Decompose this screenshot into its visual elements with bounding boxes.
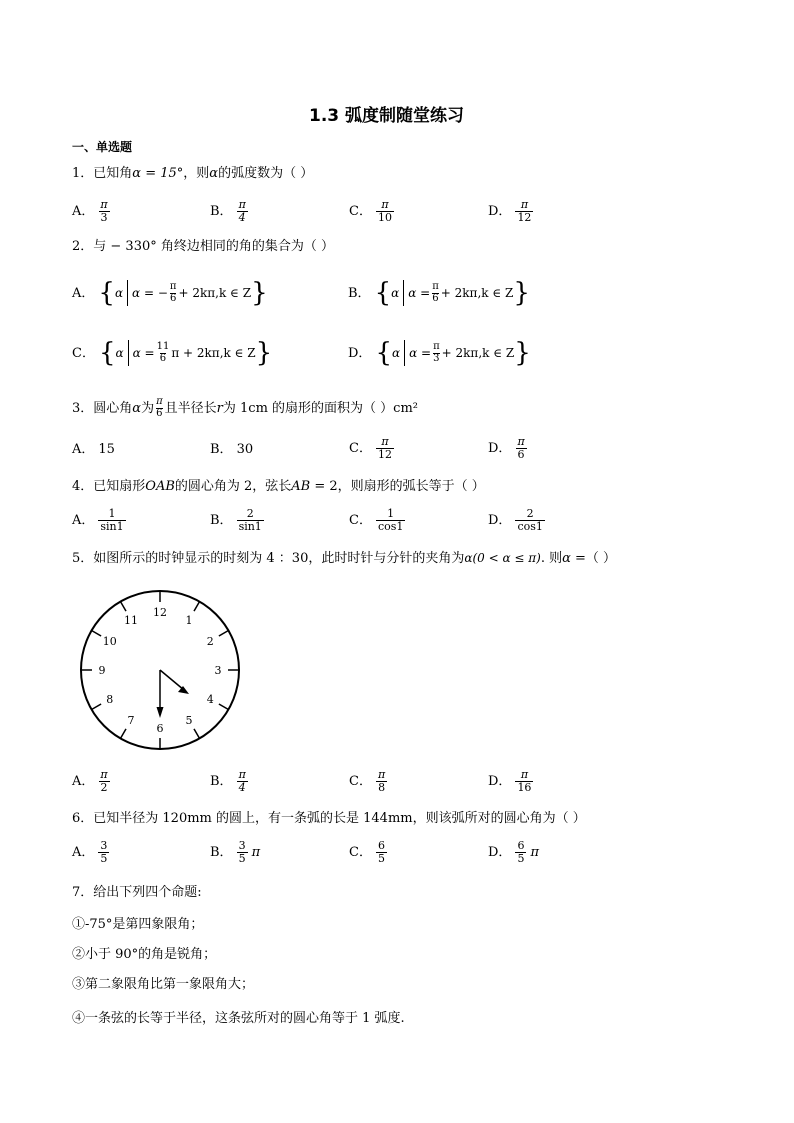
numerator: π: [377, 768, 386, 781]
set-var: α: [391, 346, 401, 360]
q4-ab: AB: [291, 479, 311, 494]
option-label: A．: [72, 203, 95, 219]
option-label: A．: [72, 844, 95, 860]
fraction: [98, 840, 109, 864]
option-label: B．: [210, 773, 233, 789]
fraction: [432, 282, 439, 304]
q4-option-d[interactable]: [488, 508, 545, 532]
denominator: 5: [100, 851, 108, 865]
option-value: 15: [98, 442, 115, 457]
denominator: 5: [238, 851, 246, 865]
set-var: α: [115, 346, 124, 360]
q6-option-b[interactable]: [210, 840, 260, 864]
expr-pre: α =: [408, 286, 431, 300]
numerator: 6: [517, 839, 525, 852]
q1-text-c: 的弧度数为（ ）: [218, 166, 314, 181]
fraction: [170, 282, 177, 304]
denominator: cos1: [377, 519, 404, 533]
numerator: π: [100, 768, 108, 781]
q5-alpha-eq: α =: [562, 551, 586, 566]
q1-text-b: ，则: [183, 166, 210, 181]
clock-number: 8: [106, 693, 114, 706]
clock-number: 3: [214, 664, 222, 677]
option-label: C．: [349, 773, 372, 789]
clock-number: 6: [156, 722, 164, 735]
q4-option-c[interactable]: [349, 508, 405, 532]
fraction: [98, 508, 125, 532]
q7-item-3: ③第二象限角比第一象限角大；: [72, 977, 255, 992]
fraction: [433, 342, 440, 364]
option-label: C．: [349, 512, 372, 528]
denominator: 4: [238, 210, 246, 224]
denominator: 4: [238, 780, 246, 794]
option-label: D．: [488, 203, 512, 219]
numerator: 2: [526, 507, 534, 520]
q5-option-a[interactable]: [72, 769, 110, 793]
clock-figure: [78, 588, 242, 752]
question-5-stem: [72, 552, 616, 565]
set-expression: { α α = $\frac{\pi}{6}$ + 2kπ,k ∈ Z }: [374, 278, 530, 308]
numerator: π: [381, 435, 389, 448]
set-var: α: [391, 286, 400, 300]
fraction: [98, 199, 109, 223]
fraction: [156, 397, 163, 419]
denominator: 16: [517, 780, 532, 794]
option-label: C．: [349, 440, 372, 456]
numerator: π: [381, 198, 389, 211]
option-label: D．: [488, 844, 512, 860]
denominator: 3: [100, 210, 108, 224]
question-6-stem: 6．已知半径为 120mm 的圆上，有一条弧的长是 144mm，则该弧所对的圆心角为（ ）: [72, 811, 586, 826]
question-7-stem: 7．给出下列四个命题:: [72, 885, 202, 900]
numerator: π: [517, 435, 525, 448]
option-label: C．: [349, 844, 372, 860]
option-suffix: π: [251, 844, 261, 860]
q5-text-a: 5．如图所示的时钟显示的时刻为 4 ：30，此时时针与分针的夹角为: [72, 551, 465, 566]
q3-option-d[interactable]: [488, 436, 527, 460]
clock-number: 11: [124, 613, 138, 627]
clock-number: 2: [206, 635, 214, 648]
option-label: D．: [348, 345, 372, 361]
set-var: α: [114, 286, 124, 300]
expr-pre: α =: [132, 346, 155, 360]
q4-text-b: 的圆心角为 2，弦长: [174, 479, 292, 494]
numerator: 1: [108, 507, 116, 520]
option-label: A．: [72, 773, 95, 789]
option-label: B．: [210, 844, 233, 860]
question-2-stem: 2．与 − 330° 角终边相同的角的集合为（ ）: [72, 239, 335, 254]
clock-number: 7: [127, 714, 135, 728]
q5-text-c: （ ）: [585, 551, 617, 566]
q3-text-d: 为 1cm 的扇形的面积为（ ）cm²: [222, 400, 418, 416]
q2-option-c[interactable]: [72, 340, 272, 366]
numerator: 3: [100, 839, 108, 852]
expr-post: + 2kπ,k ∈ Z: [441, 346, 515, 360]
numerator: π: [169, 281, 177, 292]
denominator: 12: [517, 210, 532, 224]
numerator: π: [156, 396, 163, 407]
denominator: cos1: [517, 519, 543, 533]
fraction: [237, 769, 248, 793]
q1-expr: α = 15°: [132, 166, 184, 181]
hour-hand: [160, 670, 184, 690]
q3-text-c: 且半径长: [164, 400, 217, 416]
numerator: 1: [387, 507, 395, 520]
fraction: [376, 840, 387, 864]
fraction: [515, 840, 526, 864]
option-suffix: π: [530, 844, 539, 860]
clock-number: 10: [102, 635, 117, 648]
numerator: 6: [377, 839, 385, 852]
q2-option-d[interactable]: [348, 340, 531, 366]
numerator: π: [238, 768, 246, 781]
denominator: 6: [432, 292, 439, 304]
page-title: 1.3 弧度制随堂练习: [309, 106, 465, 126]
option-label: B．: [348, 285, 371, 301]
expr-pre: α = −: [132, 286, 168, 300]
option-label: D．: [488, 512, 512, 528]
clock-tick: [92, 704, 102, 710]
fraction: [237, 199, 248, 223]
q2-option-b[interactable]: [348, 280, 530, 306]
denominator: 8: [378, 780, 386, 794]
clock-tick: [219, 704, 229, 710]
clock-number: 5: [185, 714, 193, 728]
fraction: [515, 199, 533, 223]
set-expression: { α α = $\frac{\pi}{3}$ + 2kπ,k ∈ Z }: [375, 338, 531, 368]
numerator: π: [520, 768, 529, 781]
fraction: [376, 508, 405, 532]
q1-alpha: α: [209, 166, 219, 181]
question-1-stem: [72, 167, 313, 180]
question-4-stem: [72, 480, 485, 493]
fraction: [515, 508, 544, 532]
q4-option-a[interactable]: [72, 508, 126, 532]
clock-tick: [219, 631, 229, 637]
numerator: 3: [238, 839, 246, 852]
q4-oab: OAB: [145, 479, 175, 494]
denominator: 5: [517, 851, 525, 865]
q4-text-a: 4．已知扇形: [72, 479, 146, 494]
q3-alpha: α: [132, 400, 142, 416]
expr-pre: α =: [409, 346, 432, 360]
set-expression: { α α = $\frac{11}{6}$ π + 2kπ,k ∈ Z }: [98, 338, 273, 368]
fraction: [157, 342, 170, 364]
expr-post: + 2kπ,k ∈ Z: [178, 286, 252, 300]
section-heading: 一、单选题: [72, 140, 133, 154]
clock-tick: [194, 729, 200, 739]
q5-condition: α(0 < α ≤ π): [464, 551, 541, 565]
numerator: π: [520, 198, 529, 211]
q7-item-4: ④一条弦的长等于半径，这条弦所对的圆心角等于 1 弧度.: [72, 1011, 405, 1026]
clock-tick: [121, 729, 127, 739]
expr-post: + 2kπ,k ∈ Z: [440, 286, 514, 300]
q4-text-c: = 2，则扇形的弧长等于（ ）: [310, 479, 485, 494]
denominator: sin1: [238, 519, 262, 533]
denominator: 6: [517, 447, 525, 461]
q7-item-1: ①-75°是第四象限角；: [72, 917, 204, 932]
fraction: [376, 769, 387, 793]
q5-option-b[interactable]: [210, 769, 248, 793]
q3-option-b[interactable]: [210, 443, 253, 456]
option-label: B．: [210, 203, 233, 219]
option-label: A．: [72, 512, 95, 528]
option-label: B．: [210, 442, 233, 457]
numerator: 11: [156, 341, 170, 352]
q1-option-d[interactable]: [488, 199, 533, 223]
denominator: 10: [377, 210, 392, 224]
denominator: 6: [156, 407, 163, 419]
clock-number: 4: [206, 693, 214, 706]
clock-number: 1: [185, 613, 193, 627]
q3-option-a[interactable]: [72, 443, 115, 456]
denominator: 6: [159, 352, 167, 364]
clock-number: 9: [98, 664, 106, 677]
option-label: A．: [72, 285, 95, 301]
fraction: [515, 769, 533, 793]
expr-post: π + 2kπ,k ∈ Z: [171, 346, 256, 360]
denominator: 12: [377, 447, 392, 461]
q1-option-a[interactable]: [72, 199, 110, 223]
denominator: 5: [377, 851, 385, 865]
numerator: π: [238, 198, 246, 211]
fraction: [376, 436, 394, 460]
q3-option-c[interactable]: [349, 436, 394, 460]
denominator: 3: [433, 352, 440, 364]
q2-option-a[interactable]: [72, 280, 268, 306]
denominator: sin1: [100, 519, 124, 533]
q5-option-c[interactable]: [349, 769, 387, 793]
denominator: 6: [169, 292, 177, 304]
option-label: D．: [488, 773, 512, 789]
clock-tick: [194, 602, 200, 612]
fraction: [237, 840, 248, 864]
q6-option-d[interactable]: [488, 840, 539, 864]
q1-option-c[interactable]: [349, 199, 394, 223]
option-label: C．: [349, 203, 372, 219]
option-label: B．: [210, 512, 233, 528]
q1-text-a: 1．已知角: [72, 166, 133, 181]
numerator: 2: [246, 507, 254, 520]
q1-option-b[interactable]: [210, 199, 248, 223]
option-label: A．: [72, 442, 95, 457]
numerator: π: [100, 198, 108, 211]
q3-text-b: 为: [141, 400, 155, 416]
q3-r: r: [216, 400, 223, 416]
clock-tick: [92, 631, 102, 637]
option-value: 30: [236, 442, 254, 457]
q6-option-c[interactable]: [349, 840, 391, 864]
question-3-stem: [72, 397, 418, 419]
option-label: D．: [488, 440, 512, 456]
fraction: [98, 769, 109, 793]
minute-hand-arrow: [157, 707, 164, 718]
fraction: [376, 199, 394, 223]
q6-option-a[interactable]: [72, 840, 113, 864]
fraction: [237, 508, 264, 532]
clock-tick: [121, 602, 127, 612]
q7-item-2: ②小于 90°的角是锐角；: [72, 947, 217, 962]
q5-option-d[interactable]: [488, 769, 533, 793]
q3-text-a: 3．圆心角: [72, 400, 133, 416]
option-label: C．: [72, 345, 95, 361]
q4-option-b[interactable]: [210, 508, 264, 532]
numerator: π: [432, 281, 439, 292]
clock-number: 12: [153, 606, 167, 619]
denominator: 2: [100, 780, 108, 794]
numerator: π: [433, 341, 440, 352]
fraction: [515, 436, 526, 460]
q5-text-b: . 则: [540, 551, 563, 566]
set-expression: { α α = − $\frac{\pi}{6}$ + 2kπ,k ∈ Z }: [98, 278, 268, 308]
